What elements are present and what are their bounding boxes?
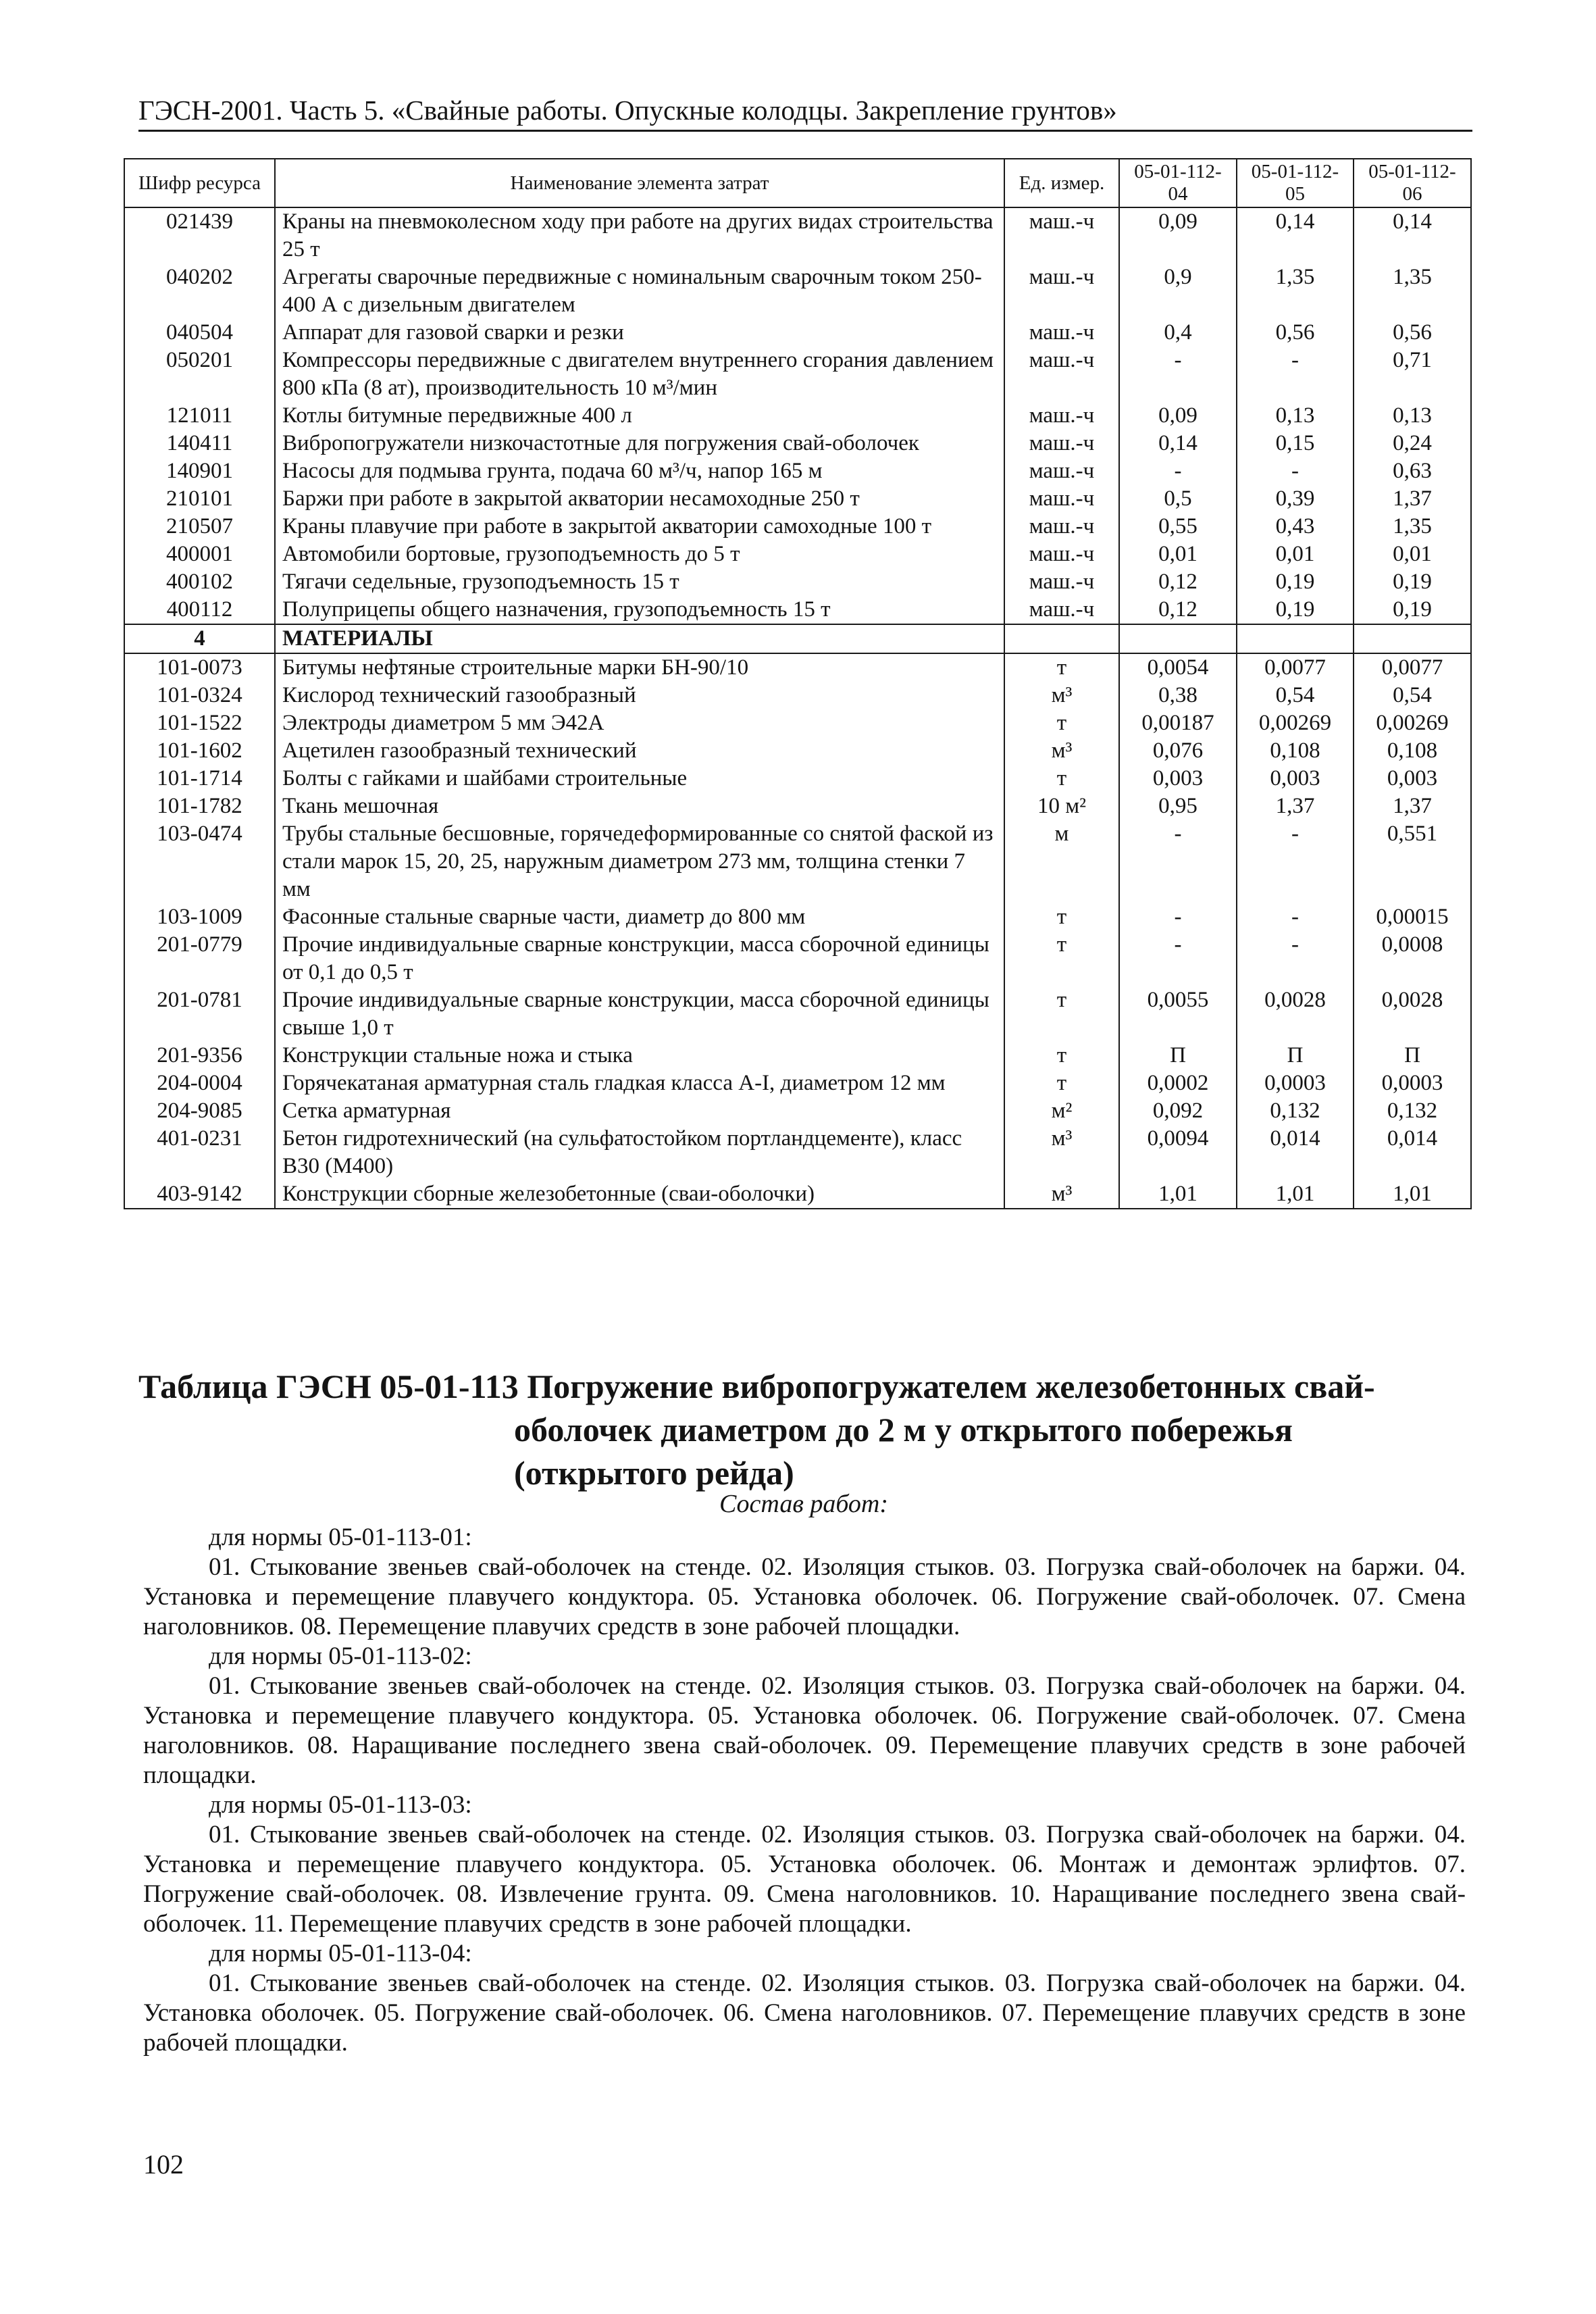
cell-name: Горячекатаная арматурная сталь гладкая класса А-I, диаметром 12 мм bbox=[275, 1070, 1004, 1097]
cell-value-2: 0,132 bbox=[1237, 1097, 1354, 1125]
cell-value-2: 0,014 bbox=[1237, 1125, 1354, 1180]
cell-value-2: 0,39 bbox=[1237, 485, 1354, 513]
cell-value-2: 0,19 bbox=[1237, 596, 1354, 624]
cell-value-1: 0,09 bbox=[1119, 402, 1237, 430]
cell-value-2: - bbox=[1237, 820, 1354, 903]
cell-value-1: 0,092 bbox=[1119, 1097, 1237, 1125]
cell-unit: м³ bbox=[1004, 1125, 1119, 1180]
cell-value-2: 0,0028 bbox=[1237, 986, 1354, 1042]
cell-name: Болты с гайками и шайбами строительные bbox=[275, 765, 1004, 793]
cell-name: Тягачи седельные, грузоподъемность 15 т bbox=[275, 568, 1004, 596]
cell-unit: т bbox=[1004, 653, 1119, 682]
cell-value-2: 0,13 bbox=[1237, 402, 1354, 430]
cell-code: 101-1602 bbox=[124, 737, 275, 765]
cell-value-3: 0,14 bbox=[1354, 207, 1471, 263]
cell-value-2 bbox=[1237, 624, 1354, 653]
cell-value-3: 0,00015 bbox=[1354, 903, 1471, 931]
norm-label: для нормы 05-01-113-03: bbox=[209, 1791, 472, 1819]
cell-value-1: 0,9 bbox=[1119, 263, 1237, 319]
cell-value-1: 0,01 bbox=[1119, 540, 1237, 568]
cell-code: 101-1522 bbox=[124, 709, 275, 737]
cell-value-1: 0,0054 bbox=[1119, 653, 1237, 682]
cell-value-1: 1,01 bbox=[1119, 1180, 1237, 1209]
cell-code: 121011 bbox=[124, 402, 275, 430]
resources-table bbox=[124, 158, 1472, 1209]
cell-name: Полуприцепы общего назначения, грузоподъемность 15 т bbox=[275, 596, 1004, 624]
cell-value-2: П bbox=[1237, 1042, 1354, 1070]
cell-value-2: 0,003 bbox=[1237, 765, 1354, 793]
cell-value-2: 0,19 bbox=[1237, 568, 1354, 596]
cell-value-3: 0,132 bbox=[1354, 1097, 1471, 1125]
cell-unit: м³ bbox=[1004, 1180, 1119, 1209]
cell-name: Вибропогружатели низкочастотные для погружения свай-оболочек bbox=[275, 430, 1004, 457]
table-row bbox=[124, 207, 1471, 263]
cell-unit: маш.-ч bbox=[1004, 568, 1119, 596]
cell-code: 210101 bbox=[124, 485, 275, 513]
table-row bbox=[124, 793, 1471, 820]
table-row bbox=[124, 568, 1471, 596]
cell-code: 4 bbox=[124, 624, 275, 653]
cell-value-1: 0,12 bbox=[1119, 596, 1237, 624]
work-steps-paragraph: 01. Стыкование звеньев свай-оболочек на стенде. 02. Изоляция стыков. 03. Погрузка свай-оболочек на баржи. 04. Установка оболочек. 05. Погружение свай-оболочек. 06. Смена наголовников. 07. Перемещение плавучих средств в зоне рабочей площадки. bbox=[143, 1969, 1466, 2057]
table-row bbox=[124, 765, 1471, 793]
cell-unit: т bbox=[1004, 765, 1119, 793]
cell-name: Краны плавучие при работе в закрытой акватории самоходные 100 т bbox=[275, 513, 1004, 540]
cell-value-1: - bbox=[1119, 820, 1237, 903]
cell-value-2: 0,54 bbox=[1237, 682, 1354, 709]
cell-value-3: 1,01 bbox=[1354, 1180, 1471, 1209]
cell-unit: маш.-ч bbox=[1004, 485, 1119, 513]
cell-value-1: 0,12 bbox=[1119, 568, 1237, 596]
cell-unit: маш.-ч bbox=[1004, 596, 1119, 624]
cell-value-2: - bbox=[1237, 903, 1354, 931]
cell-value-3: 0,0077 bbox=[1354, 653, 1471, 682]
table-row bbox=[124, 347, 1471, 402]
cell-unit: м² bbox=[1004, 1097, 1119, 1125]
header-norm-3: 05-01-112-06 bbox=[1354, 159, 1471, 207]
table-row bbox=[124, 540, 1471, 568]
cell-value-3: 0,54 bbox=[1354, 682, 1471, 709]
cell-unit: т bbox=[1004, 709, 1119, 737]
table-row bbox=[124, 737, 1471, 765]
table-row bbox=[124, 485, 1471, 513]
cell-value-1: П bbox=[1119, 1042, 1237, 1070]
cell-unit: 10 м² bbox=[1004, 793, 1119, 820]
page-number: 102 bbox=[143, 2149, 184, 2180]
norm-label: для нормы 05-01-113-04: bbox=[209, 1940, 472, 1967]
cell-unit: м³ bbox=[1004, 682, 1119, 709]
cell-value-2: - bbox=[1237, 347, 1354, 402]
cell-name: МАТЕРИАЛЫ bbox=[275, 624, 1004, 653]
cell-value-1: - bbox=[1119, 931, 1237, 986]
cell-code: 021439 bbox=[124, 207, 275, 263]
cell-name: Фасонные стальные сварные части, диаметр до 800 мм bbox=[275, 903, 1004, 931]
cell-value-3: 0,71 bbox=[1354, 347, 1471, 402]
cell-name: Баржи при работе в закрытой акватории несамоходные 250 т bbox=[275, 485, 1004, 513]
cell-name: Насосы для подмыва грунта, подача 60 м³/ч, напор 165 м bbox=[275, 457, 1004, 485]
cell-value-1: - bbox=[1119, 457, 1237, 485]
cell-value-2: 0,43 bbox=[1237, 513, 1354, 540]
section-title-line-1: Таблица ГЭСН 05-01-113 Погружение вибропогружателем железобетонных свай- bbox=[138, 1367, 1375, 1405]
table-row bbox=[124, 653, 1471, 682]
cell-code: 103-1009 bbox=[124, 903, 275, 931]
cell-name: Кислород технический газообразный bbox=[275, 682, 1004, 709]
cell-value-1: 0,95 bbox=[1119, 793, 1237, 820]
cell-code: 103-0474 bbox=[124, 820, 275, 903]
cell-unit: маш.-ч bbox=[1004, 540, 1119, 568]
cell-value-2: 0,108 bbox=[1237, 737, 1354, 765]
cell-value-1: 0,0055 bbox=[1119, 986, 1237, 1042]
cell-name: Котлы битумные передвижные 400 л bbox=[275, 402, 1004, 430]
cell-unit: маш.-ч bbox=[1004, 263, 1119, 319]
cell-value-1: 0,0002 bbox=[1119, 1070, 1237, 1097]
cell-code: 101-1782 bbox=[124, 793, 275, 820]
cell-name: Сетка арматурная bbox=[275, 1097, 1004, 1125]
cell-code: 400102 bbox=[124, 568, 275, 596]
cell-value-3: 0,56 bbox=[1354, 319, 1471, 347]
cell-unit: маш.-ч bbox=[1004, 513, 1119, 540]
header-norm-2: 05-01-112-05 bbox=[1237, 159, 1354, 207]
section-title-line-2: оболочек диаметром до 2 м у открытого побережья (открытого рейда) bbox=[514, 1411, 1293, 1492]
work-composition-heading: Состав работ: bbox=[719, 1490, 889, 1518]
cell-value-1: 0,5 bbox=[1119, 485, 1237, 513]
table-header-row bbox=[124, 159, 1471, 207]
table-row bbox=[124, 513, 1471, 540]
section-row bbox=[124, 624, 1471, 653]
cell-value-1: 0,4 bbox=[1119, 319, 1237, 347]
cell-code: 101-0324 bbox=[124, 682, 275, 709]
cell-value-1: 0,0094 bbox=[1119, 1125, 1237, 1180]
running-header: ГЭСН-2001. Часть 5. «Свайные работы. Опускные колодцы. Закрепление грунтов» bbox=[138, 93, 1472, 132]
cell-value-2: 0,15 bbox=[1237, 430, 1354, 457]
cell-value-3: 0,00269 bbox=[1354, 709, 1471, 737]
table-row bbox=[124, 402, 1471, 430]
cell-unit: маш.-ч bbox=[1004, 457, 1119, 485]
cell-value-2: 1,37 bbox=[1237, 793, 1354, 820]
cell-unit: т bbox=[1004, 931, 1119, 986]
cell-unit: маш.-ч bbox=[1004, 347, 1119, 402]
cell-unit: маш.-ч bbox=[1004, 430, 1119, 457]
norm-label: для нормы 05-01-113-01: bbox=[209, 1524, 472, 1551]
cell-name: Компрессоры передвижные с двигателем внутреннего сгорания давлением 800 кПа (8 ат), производительность 10 м³/мин bbox=[275, 347, 1004, 402]
cell-value-3: 0,19 bbox=[1354, 596, 1471, 624]
cell-name: Ткань мешочная bbox=[275, 793, 1004, 820]
cell-value-1: 0,09 bbox=[1119, 207, 1237, 263]
cell-code: 140901 bbox=[124, 457, 275, 485]
cell-unit: м³ bbox=[1004, 737, 1119, 765]
cell-name: Конструкции стальные ножа и стыка bbox=[275, 1042, 1004, 1070]
cell-value-3: 0,108 bbox=[1354, 737, 1471, 765]
cell-code: 040504 bbox=[124, 319, 275, 347]
cell-name: Агрегаты сварочные передвижные с номинальным сварочным током 250-400 А с дизельным двигателем bbox=[275, 263, 1004, 319]
table-row bbox=[124, 1180, 1471, 1209]
cell-unit: маш.-ч bbox=[1004, 402, 1119, 430]
table-row bbox=[124, 263, 1471, 319]
cell-code: 201-9356 bbox=[124, 1042, 275, 1070]
cell-unit: маш.-ч bbox=[1004, 319, 1119, 347]
table-row bbox=[124, 1070, 1471, 1097]
work-steps-paragraph: 01. Стыкование звеньев свай-оболочек на стенде. 02. Изоляция стыков. 03. Погрузка свай-оболочек на баржи. 04. Установка и перемещение плавучего кондуктора. 05. Установка оболочек. 06. Погружение свай-оболочек. 07. Смена наголовников. 08. Наращивание последнего звена свай-оболочек. 09. Перемещение плавучих средств в зоне рабочей площадки. bbox=[143, 1672, 1466, 1789]
work-steps-paragraph: 01. Стыкование звеньев свай-оболочек на стенде. 02. Изоляция стыков. 03. Погрузка свай-оболочек на баржи. 04. Установка и перемещение плавучего кондуктора. 05. Установка оболочек. 06. Погружение свай-оболочек. 07. Смена наголовников. 08. Перемещение плавучих средств в зоне рабочей площадки. bbox=[143, 1553, 1466, 1640]
cell-value-2: 0,0003 bbox=[1237, 1070, 1354, 1097]
cell-value-3 bbox=[1354, 624, 1471, 653]
cell-unit: т bbox=[1004, 986, 1119, 1042]
cell-value-3: 0,003 bbox=[1354, 765, 1471, 793]
cell-code: 040202 bbox=[124, 263, 275, 319]
table-row bbox=[124, 1097, 1471, 1125]
work-composition bbox=[143, 1523, 1466, 2058]
cell-value-3: 0,014 bbox=[1354, 1125, 1471, 1180]
norm-label: для нормы 05-01-113-02: bbox=[209, 1642, 472, 1670]
cell-code: 400001 bbox=[124, 540, 275, 568]
cell-unit: т bbox=[1004, 1042, 1119, 1070]
cell-value-2: 1,01 bbox=[1237, 1180, 1354, 1209]
cell-code: 140411 bbox=[124, 430, 275, 457]
cell-code: 204-0004 bbox=[124, 1070, 275, 1097]
cell-code: 201-0779 bbox=[124, 931, 275, 986]
cell-value-3: 0,01 bbox=[1354, 540, 1471, 568]
cell-value-3: 0,19 bbox=[1354, 568, 1471, 596]
table-row bbox=[124, 457, 1471, 485]
cell-value-1: - bbox=[1119, 903, 1237, 931]
cell-code: 400112 bbox=[124, 596, 275, 624]
cell-value-2: 0,0077 bbox=[1237, 653, 1354, 682]
cell-value-3: П bbox=[1354, 1042, 1471, 1070]
cell-value-3: 1,35 bbox=[1354, 263, 1471, 319]
cell-name: Электроды диаметром 5 мм Э42А bbox=[275, 709, 1004, 737]
cell-code: 210507 bbox=[124, 513, 275, 540]
table-row bbox=[124, 820, 1471, 903]
cell-unit: м bbox=[1004, 820, 1119, 903]
cell-code: 101-0073 bbox=[124, 653, 275, 682]
cell-unit: т bbox=[1004, 903, 1119, 931]
cell-value-3: 0,13 bbox=[1354, 402, 1471, 430]
table-row bbox=[124, 1042, 1471, 1070]
table-row bbox=[124, 596, 1471, 624]
cell-value-2: - bbox=[1237, 931, 1354, 986]
cell-value-2: 0,00269 bbox=[1237, 709, 1354, 737]
cell-value-1: 0,076 bbox=[1119, 737, 1237, 765]
cell-name: Ацетилен газообразный технический bbox=[275, 737, 1004, 765]
cell-value-3: 0,0003 bbox=[1354, 1070, 1471, 1097]
table-row bbox=[124, 430, 1471, 457]
cell-unit: т bbox=[1004, 1070, 1119, 1097]
cell-value-3: 1,35 bbox=[1354, 513, 1471, 540]
cell-name: Краны на пневмоколесном ходу при работе на других видах строительства 25 т bbox=[275, 207, 1004, 263]
cell-code: 101-1714 bbox=[124, 765, 275, 793]
cell-value-3: 0,63 bbox=[1354, 457, 1471, 485]
cell-value-1: 0,38 bbox=[1119, 682, 1237, 709]
cell-value-2: - bbox=[1237, 457, 1354, 485]
cell-value-1: 0,55 bbox=[1119, 513, 1237, 540]
cell-value-2: 0,01 bbox=[1237, 540, 1354, 568]
cell-value-1: 0,14 bbox=[1119, 430, 1237, 457]
cell-value-3: 0,551 bbox=[1354, 820, 1471, 903]
cell-value-1 bbox=[1119, 624, 1237, 653]
cell-value-3: 0,24 bbox=[1354, 430, 1471, 457]
cell-value-3: 1,37 bbox=[1354, 793, 1471, 820]
cell-code: 403-9142 bbox=[124, 1180, 275, 1209]
cell-code: 204-9085 bbox=[124, 1097, 275, 1125]
header-unit: Ед. измер. bbox=[1004, 159, 1119, 207]
cell-name: Битумы нефтяные строительные марки БН-90/10 bbox=[275, 653, 1004, 682]
table-row bbox=[124, 986, 1471, 1042]
cell-name: Автомобили бортовые, грузоподъемность до 5 т bbox=[275, 540, 1004, 568]
cell-name: Аппарат для газовой сварки и резки bbox=[275, 319, 1004, 347]
table-row bbox=[124, 682, 1471, 709]
table-row bbox=[124, 1125, 1471, 1180]
cell-name: Прочие индивидуальные сварные конструкции, масса сборочной единицы от 0,1 до 0,5 т bbox=[275, 931, 1004, 986]
cell-name: Трубы стальные бесшовные, горячедеформированные со снятой фаской из стали марок 15, 20, 25, наружным диаметром 273 мм, толщина стенки 7 мм bbox=[275, 820, 1004, 903]
cell-value-3: 1,37 bbox=[1354, 485, 1471, 513]
cell-code: 401-0231 bbox=[124, 1125, 275, 1180]
table-row bbox=[124, 931, 1471, 986]
cell-value-3: 0,0028 bbox=[1354, 986, 1471, 1042]
header-name: Наименование элемента затрат bbox=[275, 159, 1004, 207]
cell-code: 050201 bbox=[124, 347, 275, 402]
cell-value-2: 0,56 bbox=[1237, 319, 1354, 347]
cell-name: Прочие индивидуальные сварные конструкции, масса сборочной единицы свыше 1,0 т bbox=[275, 986, 1004, 1042]
table-body bbox=[124, 207, 1471, 1209]
section-title bbox=[138, 1365, 1469, 1494]
table-row bbox=[124, 903, 1471, 931]
table-row bbox=[124, 709, 1471, 737]
table-row bbox=[124, 319, 1471, 347]
cell-value-2: 1,35 bbox=[1237, 263, 1354, 319]
cell-value-2: 0,14 bbox=[1237, 207, 1354, 263]
cell-code: 201-0781 bbox=[124, 986, 275, 1042]
header-norm-1: 05-01-112-04 bbox=[1119, 159, 1237, 207]
cell-value-3: 0,0008 bbox=[1354, 931, 1471, 986]
cell-name: Бетон гидротехнический (на сульфатостойком портландцементе), класс В30 (М400) bbox=[275, 1125, 1004, 1180]
cell-unit: маш.-ч bbox=[1004, 207, 1119, 263]
cell-name: Конструкции сборные железобетонные (сваи-оболочки) bbox=[275, 1180, 1004, 1209]
work-steps-paragraph: 01. Стыкование звеньев свай-оболочек на стенде. 02. Изоляция стыков. 03. Погрузка свай-оболочек на баржи. 04. Установка и перемещение плавучего кондуктора. 05. Установка оболочек. 06. Монтаж и демонтаж эрлифтов. 07. Погружение свай-оболочек. 08. Извлечение грунта. 09. Смена наголовников. 10. Наращивание последнего звена свай-оболочек. 11. Перемещение плавучих средств в зоне рабочей площадки. bbox=[143, 1821, 1466, 1938]
cell-value-1: 0,003 bbox=[1119, 765, 1237, 793]
cell-value-1: 0,00187 bbox=[1119, 709, 1237, 737]
header-code: Шифр ресурса bbox=[124, 159, 275, 207]
cell-value-1: - bbox=[1119, 347, 1237, 402]
cell-unit bbox=[1004, 624, 1119, 653]
